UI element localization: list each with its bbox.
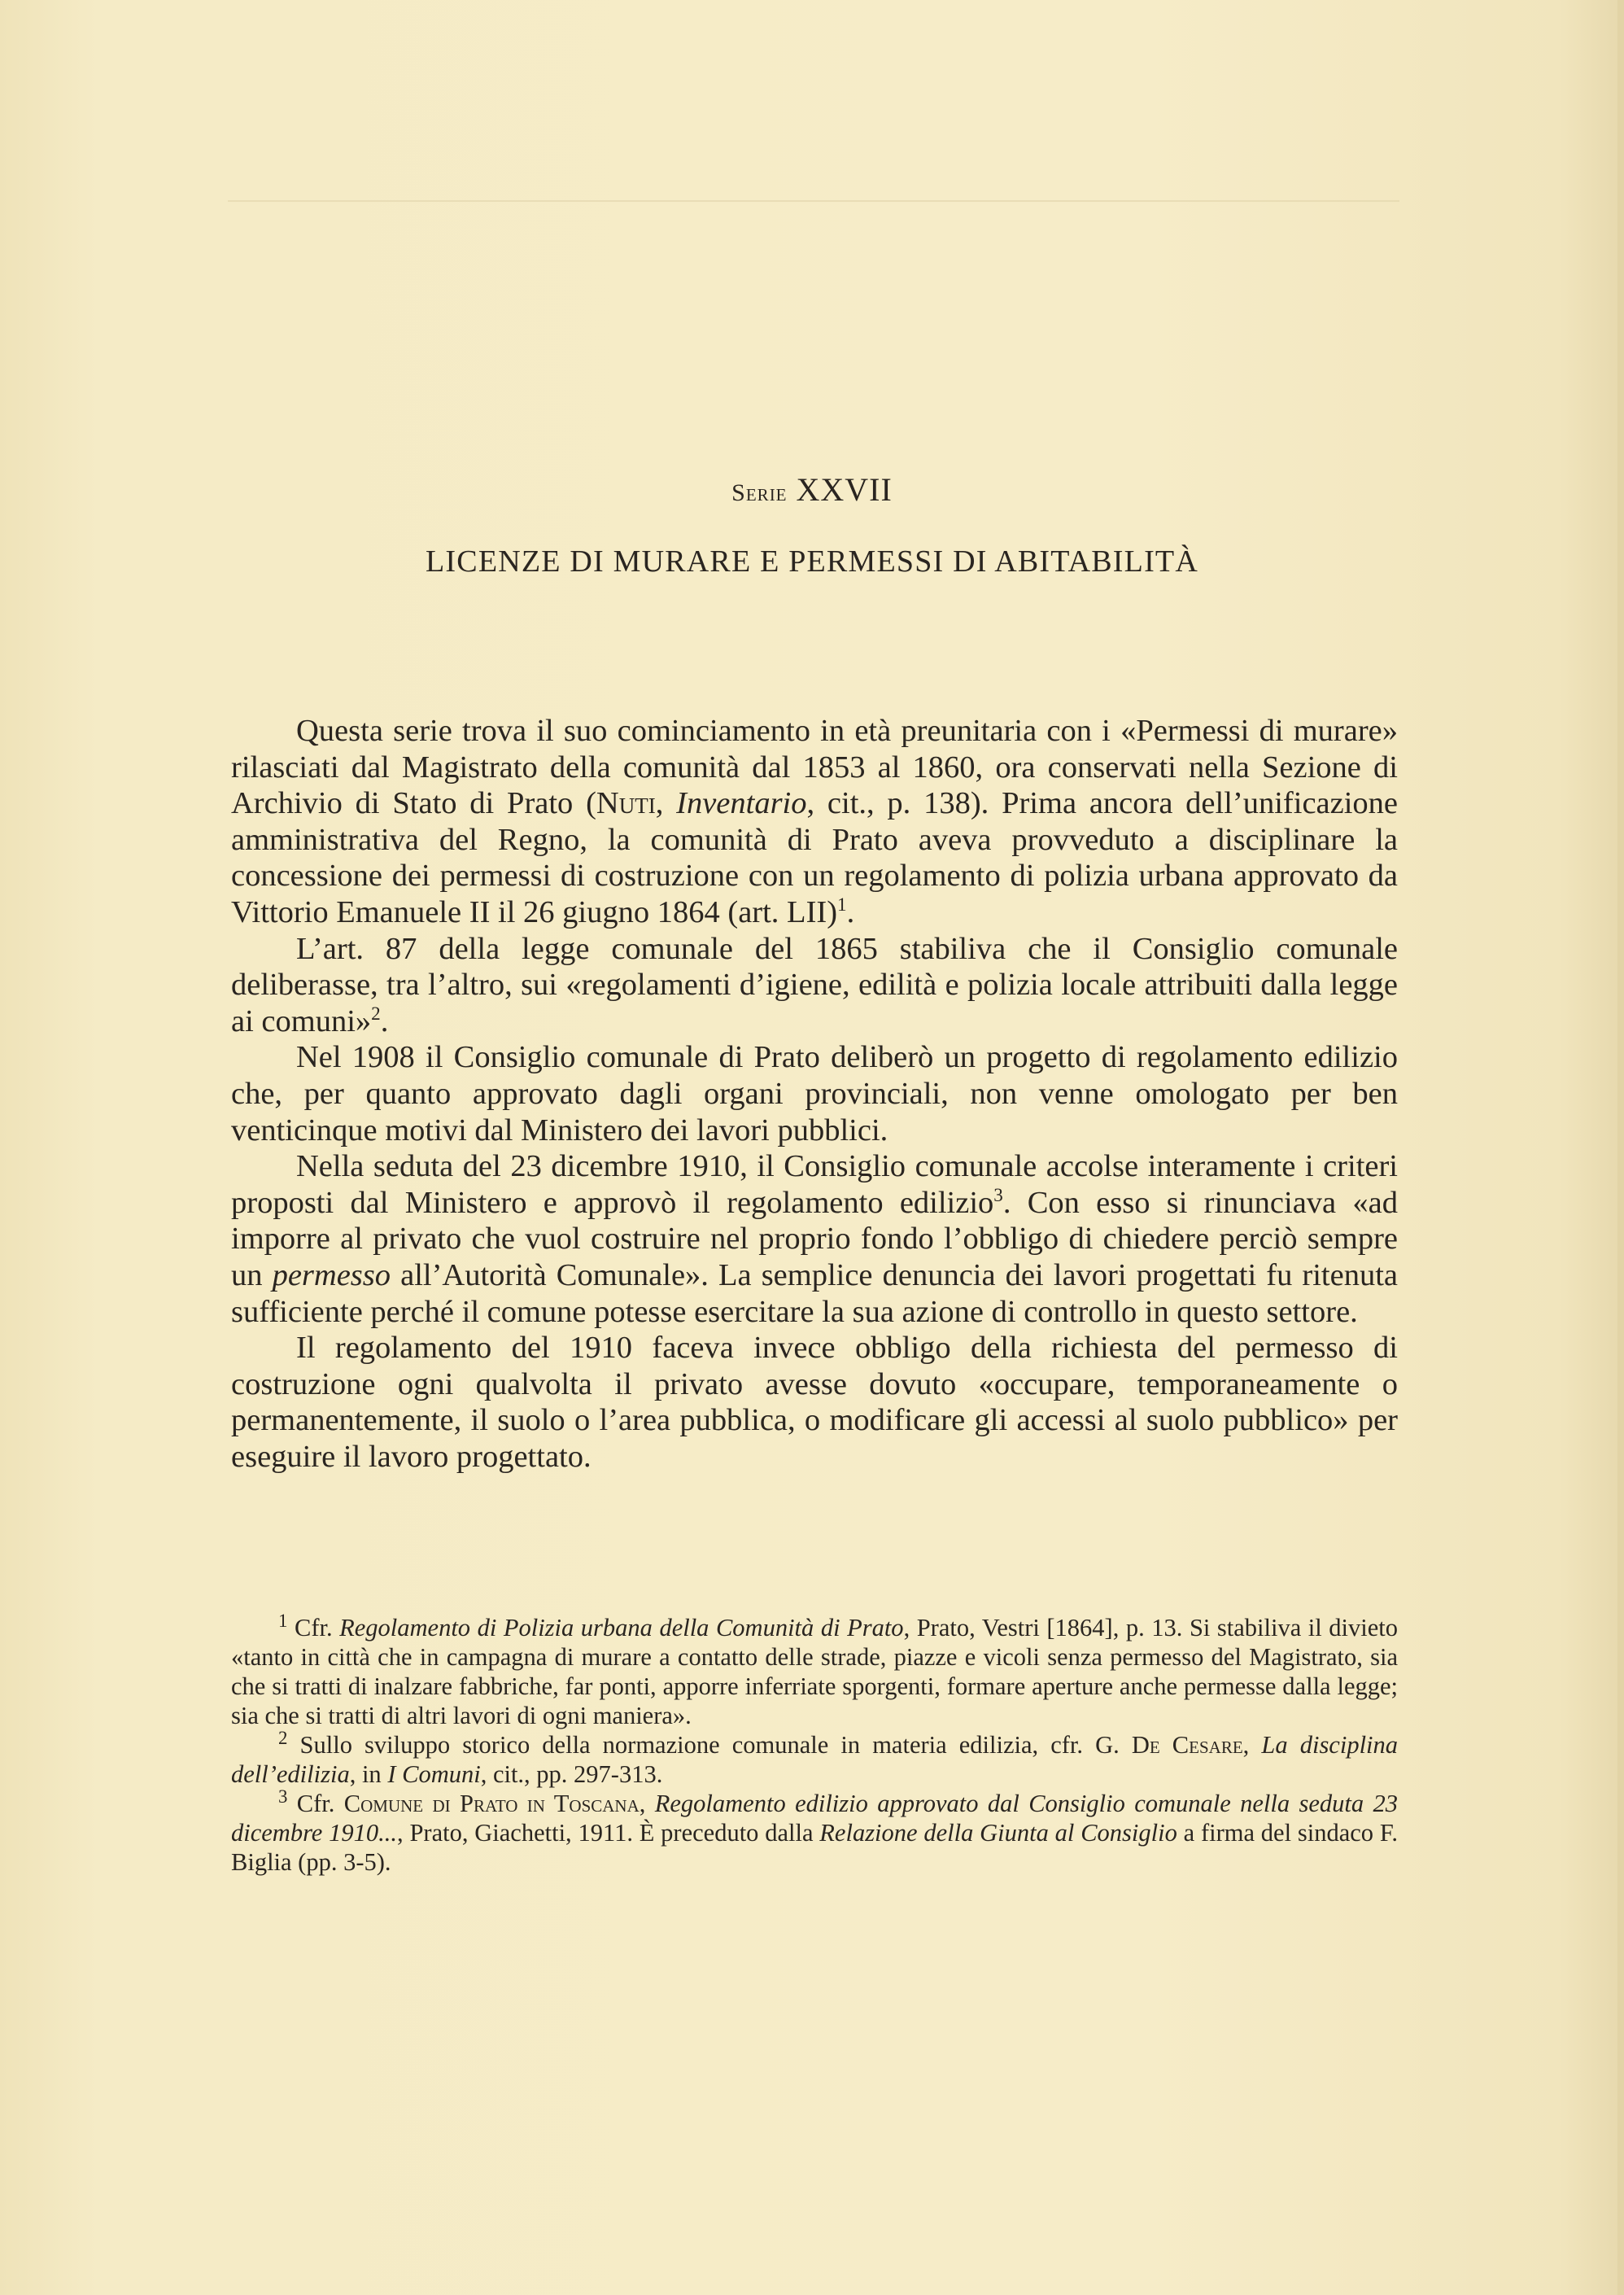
work-title: I Comuni — [387, 1760, 481, 1788]
paragraph-1: Questa serie trova il suo cominciamento in età preunitaria con i «Permessi di murare» rilasciati dal Magistrato della comunità dal 1853 al 1860, ora conservati nella Sezione di Archivio di Stato di Prato (Nuti, Inventario, cit., p. 138). Prima ancora dell’unificazione amministrativa del Regno, la comunità di Prato aveva provveduto a disciplinare la concessione dei permessi di costruzione con un regolamento di polizia urbana approvato da Vittorio Emanuele II il 26 giugno 1864 (art. LII)$^1$. — [231, 714, 1399, 929]
series-number: XXVII — [796, 471, 893, 508]
footnote-2: $^2$ Sullo sviluppo storico della normazione comunale in materia edilizia, cfr. G. De Cesare, La disciplina dell’edilizia, in I Comuni, cit., pp. 297-313. — [231, 1727, 1399, 1788]
bleed-through-rule — [228, 200, 1399, 202]
author-name: De Cesare — [1131, 1731, 1243, 1759]
work-title: Inventario — [676, 786, 807, 821]
footnote-number: 3 — [278, 1786, 288, 1807]
paragraph-4: Nella seduta del 23 dicembre 1910, il Consiglio comunale accolse interamente i criteri proposti dal Ministero e approvò il regolamento edilizio$^3$. Con esso si rinunciava «ad imporre al privato che vuol costruire nel proprio fondo l’obbligo di chiedere perciò sempre un permesso all’Autorità Comunale». La semplice denuncia dei lavori progettati fu ritenuta sufficiente perché il comune potesse esercitare la sua azione di controllo in questo settore. — [231, 1149, 1398, 1329]
author-name: Comune di Prato in Toscana — [343, 1790, 640, 1817]
paragraph-2: L’art. 87 della legge comunale del 1865 stabiliva che il Consiglio comunale deliberasse, tra l’altro, sui «regolamenti d’igiene, edilità e polizia locale attribuiti dalla legge ai comuni»$^2$. — [231, 931, 1398, 1038]
work-title: Regolamento di Polizia urbana della Comunità di Prato — [339, 1614, 904, 1641]
footnote-ref-3: 3 — [993, 1183, 1003, 1205]
work-title: La disciplina dell’edilizia — [231, 1731, 1399, 1788]
work-title: Regolamento edilizio approvato dal Consiglio comunale nella seduta 23 dicembre 1910... — [231, 1790, 1398, 1847]
work-title: Relazione della Giunta al Consiglio — [819, 1819, 1177, 1847]
footnotes — [231, 1610, 1399, 1877]
footnote-3: $^3$ Cfr. Comune di Prato in Toscana, Regolamento edilizio approvato dal Consiglio comunale nella seduta 23 dicembre 1910..., Prato, Giachetti, 1911. È preceduto dalla Relazione della Giunta al Consiglio a firma del sindaco F. Biglia (pp. 3-5). — [231, 1786, 1398, 1876]
footnote-number: 2 — [278, 1727, 288, 1748]
footnote-1: $^1$ Cfr. Regolamento di Polizia urbana della Comunità di Prato, Prato, Vestri [1864], p. 13. Si stabiliva il divieto «tanto in città che in campagna di murare a contatto delle strade, piazze e vicoli senza permesso del Magistrato, sia che si tratti di inalzare fabbriche, far ponti, apporre inferriate sporgenti, formare aperture anche permesse dalla legge; sia che si tratti di altri lavori di ogni maniera». — [231, 1610, 1398, 1729]
footnote-ref-2: 2 — [371, 1002, 381, 1024]
series-heading — [0, 470, 1624, 509]
footnote-number: 1 — [278, 1610, 288, 1631]
footnote-ref-1: 1 — [837, 894, 847, 916]
series-title: LICENZE DI MURARE E PERMESSI DI ABITABILITÀ — [426, 544, 1198, 579]
emphasis: permesso — [272, 1257, 391, 1292]
paragraph-5: Il regolamento del 1910 faceva invece obbligo della richiesta del permesso di costruzione ogni qualvolta il privato avesse dovuto «occupare, temporaneamente o permanentemente, il suolo o l’area pubblica, o modificare gli accessi al suolo pubblico» per eseguire il lavoro progettato. — [231, 1331, 1398, 1474]
paragraph-3: Nel 1908 il Consiglio comunale di Prato deliberò un progetto di regolamento edilizio che, per quanto approvato dagli organi provinciali, non venne omologato per ben venticinque motivi dal Ministero dei lavori pubblici. — [231, 1040, 1398, 1148]
series-prefix: Serie — [731, 479, 788, 506]
page-edge — [1617, 0, 1624, 2295]
author-name: Nuti — [596, 786, 656, 821]
body-text — [231, 713, 1398, 1475]
